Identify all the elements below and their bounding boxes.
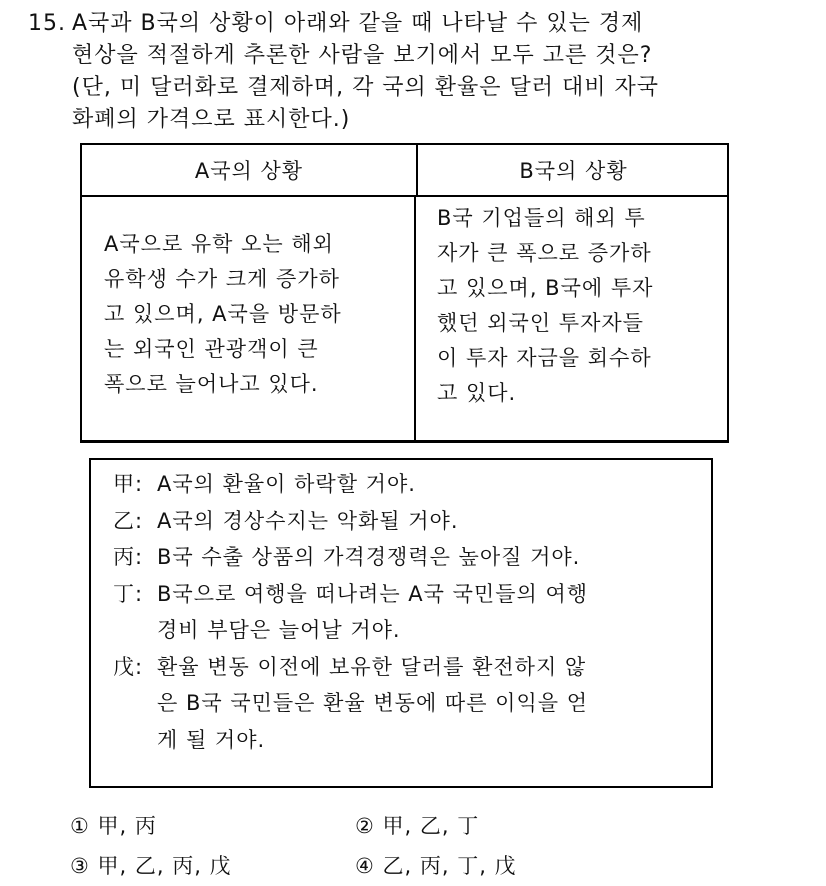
cell-line: 유학생 수가 크게 증가하 bbox=[104, 267, 340, 291]
situation-table bbox=[80, 143, 729, 443]
choice-1[interactable]: ① 甲, 丙 bbox=[70, 814, 157, 838]
opinion-line: A국의 환율이 하락할 거야. bbox=[157, 472, 416, 496]
cell-line: 이 투자 자금을 회수하 bbox=[437, 346, 652, 370]
opinion-byeong bbox=[113, 539, 711, 576]
header-a-situation: A국의 상황 bbox=[82, 145, 418, 195]
opinion-key: 乙: bbox=[113, 508, 144, 533]
opinion-eul bbox=[113, 503, 711, 540]
question-line: 15. A국과 B국의 상황이 아래와 같을 때 나타날 수 있는 경제 bbox=[28, 8, 808, 40]
cell-line: 자가 큰 폭으로 증가하 bbox=[437, 241, 652, 265]
opinion-line: B국으로 여행을 떠나려는 A국 국민들의 여행 bbox=[157, 581, 589, 606]
opinion-key: 丁: bbox=[113, 581, 144, 606]
cell-a-situation bbox=[82, 197, 416, 440]
cell-line: B국 기업들의 해외 투 bbox=[437, 206, 646, 230]
cell-line: A국으로 유학 오는 해외 bbox=[104, 232, 334, 256]
cell-line: 했던 외국인 투자자들 bbox=[437, 311, 644, 335]
opinion-line: 은 B국 국민들은 환율 변동에 따른 이익을 얻 bbox=[157, 691, 588, 715]
opinion-line: 환율 변동 이전에 보유한 달러를 환전하지 않 bbox=[157, 654, 587, 679]
opinion-key: 戊: bbox=[113, 654, 144, 679]
answer-choices bbox=[70, 806, 670, 886]
question-stem bbox=[28, 8, 808, 136]
opinions-box bbox=[89, 458, 713, 788]
cell-line: 고 있으며, B국에 투자 bbox=[437, 276, 654, 300]
opinion-line: 경비 부담은 늘어날 거야. bbox=[157, 618, 401, 642]
table-header-row bbox=[82, 145, 727, 197]
opinion-jeong bbox=[113, 576, 711, 649]
question-number: 15. bbox=[28, 11, 66, 36]
opinion-key: 甲: bbox=[113, 472, 144, 496]
choice-3[interactable]: ③ 甲, 乙, 丙, 戊 bbox=[70, 854, 232, 878]
question-line: (단, 미 달러화로 결제하며, 각 국의 환율은 달러 대비 자국 bbox=[72, 75, 660, 100]
table-body-row bbox=[82, 197, 727, 440]
opinion-gap bbox=[113, 466, 711, 503]
cell-line: 는 외국인 관광객이 큰 bbox=[104, 337, 319, 361]
opinion-mu bbox=[113, 649, 711, 759]
cell-line: 폭으로 늘어나고 있다. bbox=[104, 372, 319, 396]
header-b-situation: B국의 상황 bbox=[519, 159, 628, 183]
opinion-line: B국 수출 상품의 가격경쟁력은 높아질 거야. bbox=[157, 545, 581, 569]
cell-line: 고 있다. bbox=[437, 381, 517, 405]
opinion-line: 게 될 거야. bbox=[157, 727, 266, 752]
choice-4[interactable]: ④ 乙, 丙, 丁, 戊 bbox=[355, 854, 517, 878]
question-line: 화폐의 가격으로 표시한다.) bbox=[72, 107, 351, 132]
question-line: 현상을 적절하게 추론한 사람을 보기에서 모두 고른 것은? bbox=[72, 43, 653, 68]
opinion-key: 丙: bbox=[113, 545, 144, 569]
cell-line: 고 있으며, A국을 방문하 bbox=[104, 302, 342, 326]
choice-2[interactable]: ② 甲, 乙, 丁 bbox=[355, 814, 480, 838]
cell-b-situation bbox=[416, 197, 727, 440]
opinion-line: A국의 경상수지는 악화될 거야. bbox=[157, 508, 459, 533]
